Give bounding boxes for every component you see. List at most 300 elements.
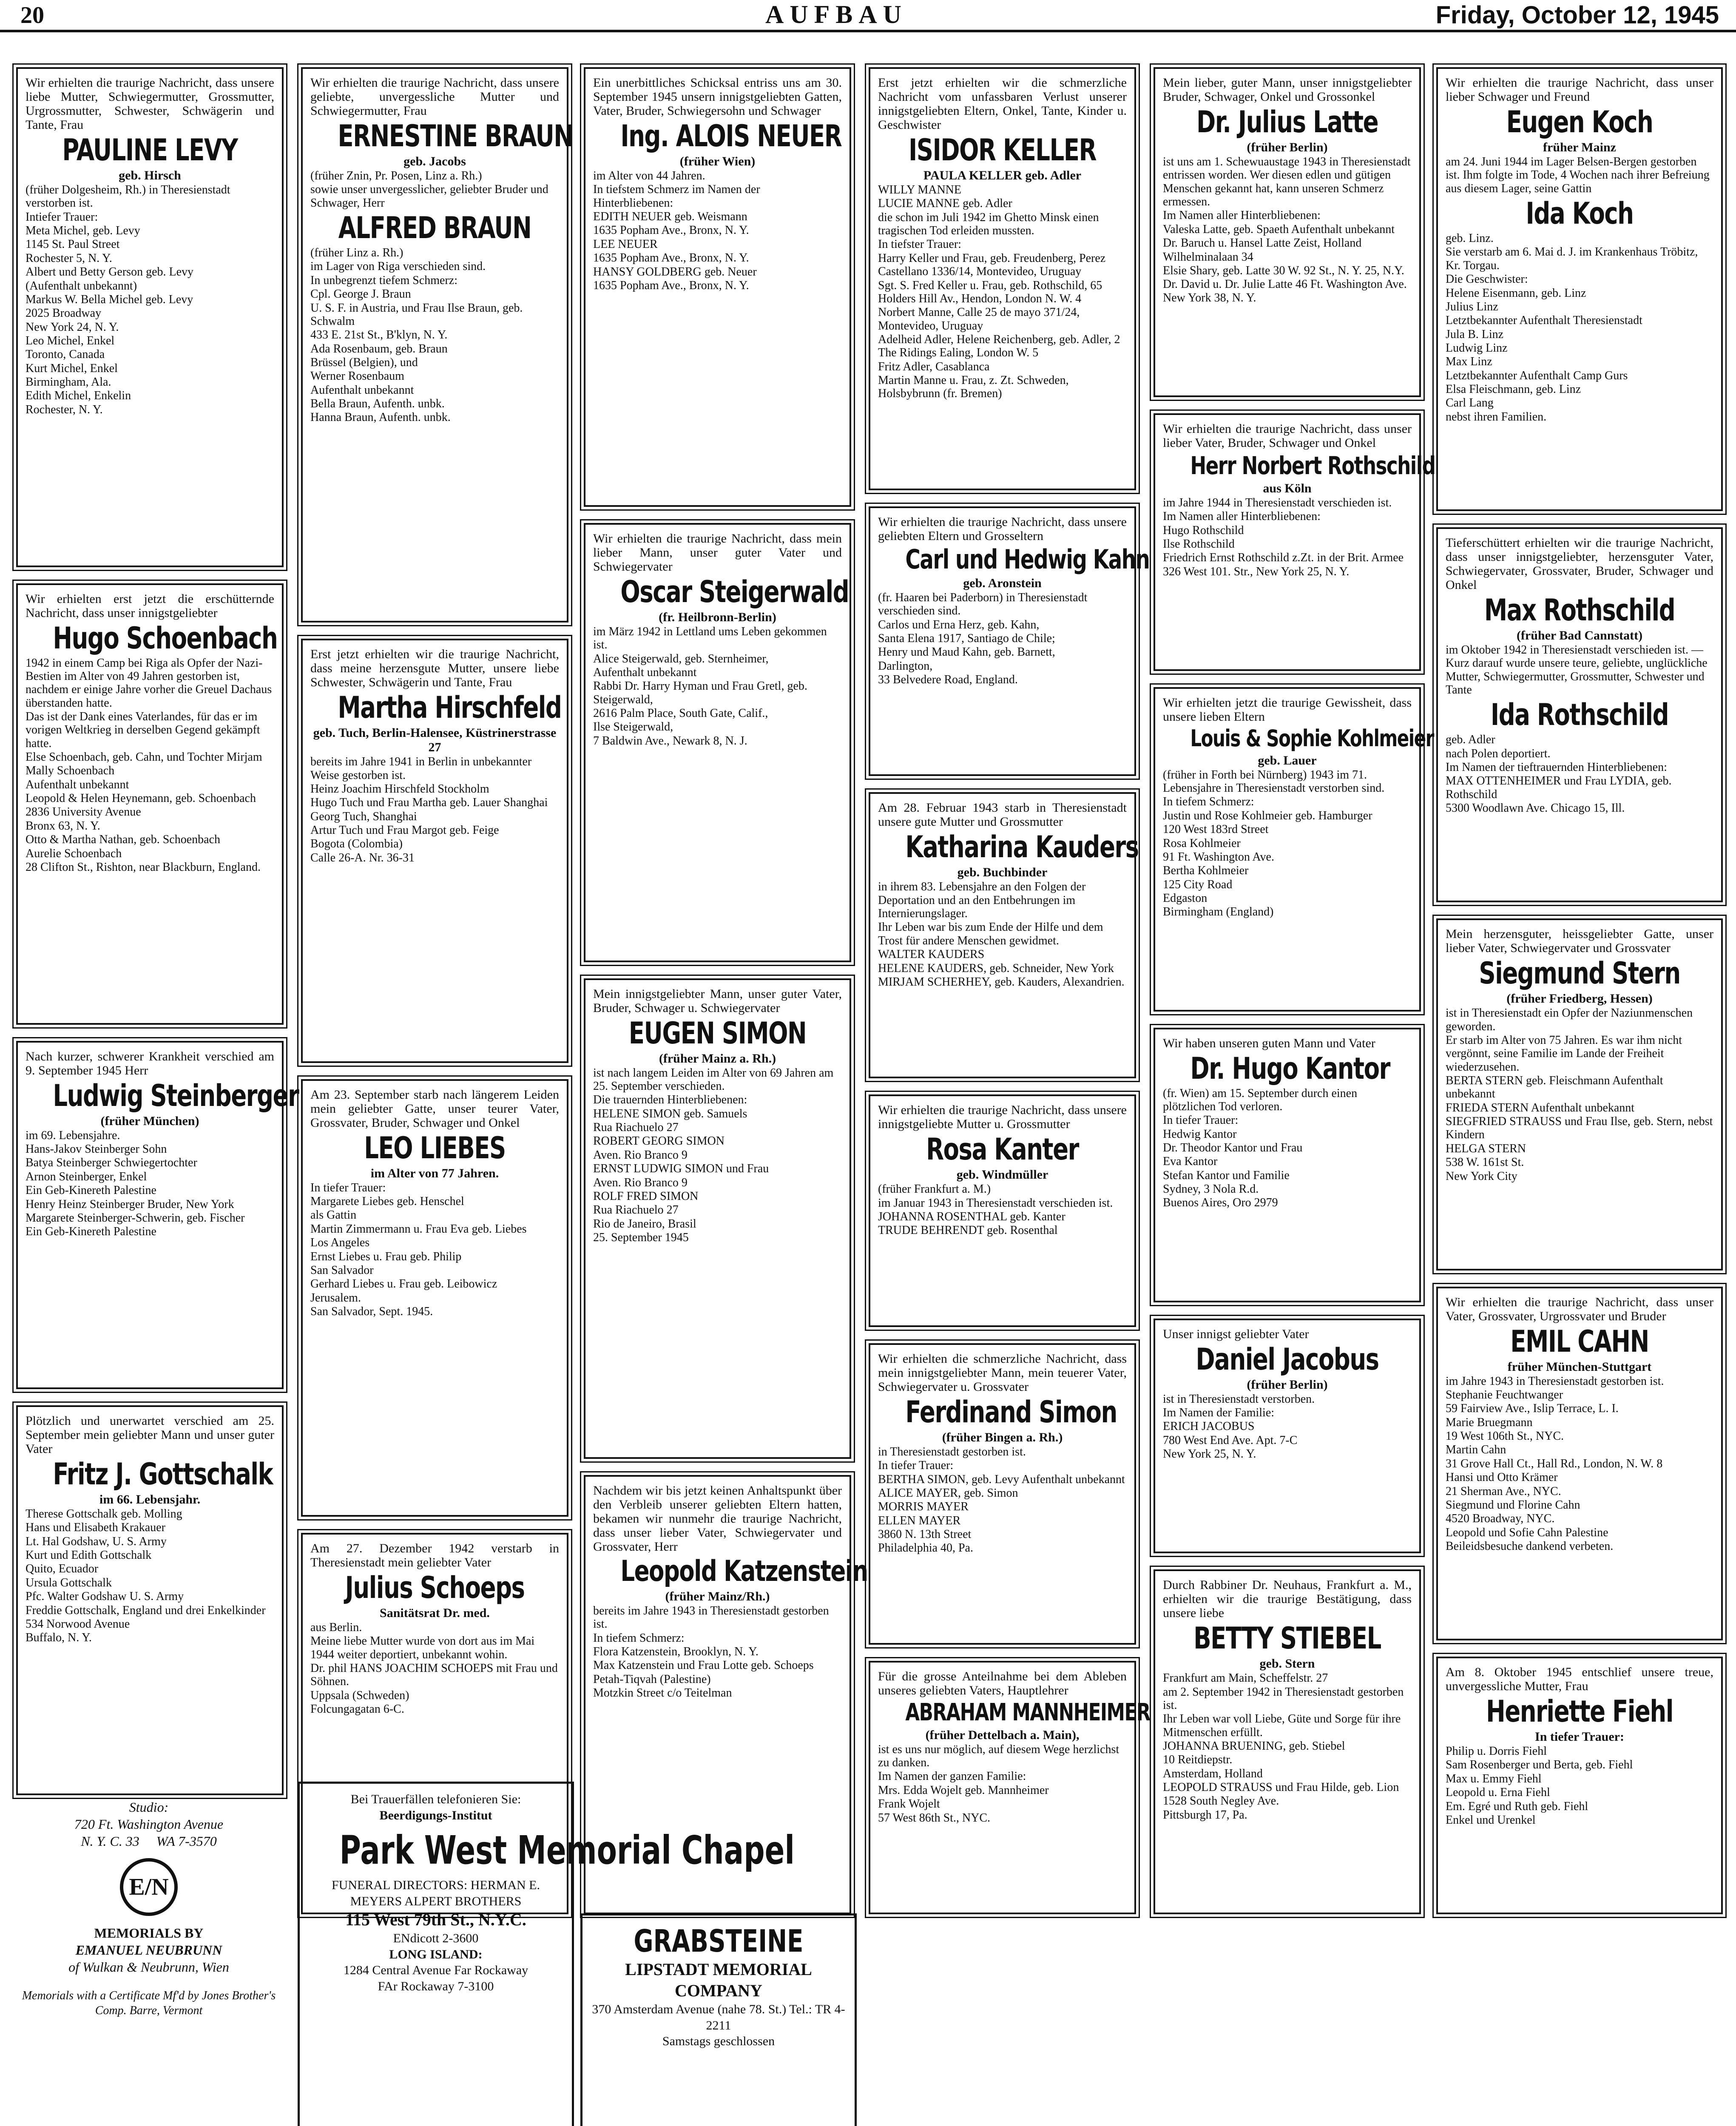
column-6 (1433, 64, 1726, 1918)
notice-subtitle: im 66. Lebensjahr. (99, 1492, 201, 1506)
notice-intro: Wir erhielten die schmerzliche Nachricht, dass mein innigstgeliebter Mann, mein teuerer Vater, Schwiegervater u. Grossvater (878, 1351, 1127, 1394)
notice-line: In tiefster Trauer: (878, 238, 961, 251)
notice-subtitle: (früher Berlin) (1247, 1377, 1328, 1392)
notice-line: Edith Michel, Enkelin (26, 389, 131, 403)
notice-line: Ilse Steigerwald, (593, 720, 673, 734)
notice-line: HELENE KAUDERS, geb. Schneider, New York (878, 961, 1114, 975)
notice-line: Ilse Rothschild (1163, 537, 1235, 551)
deceased-name: Ing. ALOIS NEUER (620, 119, 842, 153)
notice-intro: Wir erhielten die traurige Nachricht, dass unser lieber Vater, Bruder, Schwager und Onkel (1163, 421, 1412, 450)
notice-intro: Nach kurzer, schwerer Krankheit verschied am 9. September 1945 Herr (26, 1049, 274, 1077)
notice-line: Eva Kantor (1163, 1155, 1218, 1168)
notice-line: Harry Keller und Frau, geb. Freudenberg, Perez Castellano 1336/14, Montevideo, Uruguay (878, 251, 1106, 279)
notice-line: Petah-Tiqvah (Palestine) (593, 1672, 711, 1686)
notice-line: 25. September 1945 (593, 1231, 689, 1244)
notice-subtitle: (früher Bad Cannstatt) (1516, 628, 1643, 642)
notice-line: im 69. Lebensjahre. (26, 1128, 120, 1142)
notice-line: Das ist der Dank eines Vaterlandes, für das er im vorigen Weltkrieg in derselben Gegend gekämpft hatte. (26, 710, 260, 750)
deceased-name: Eugen Koch (1506, 105, 1653, 139)
notice-line: Carlos und Erna Herz, geb. Kahn, (878, 618, 1040, 631)
notice-line: Philadelphia 40, Pa. (878, 1541, 973, 1555)
notice-line: Arnon Steinberger, Enkel (26, 1170, 147, 1183)
deceased-name: Julius Schoeps (345, 1570, 525, 1605)
notice-intro: Am 27. Dezember 1942 verstarb in Theresienstadt mein geliebter Vater (310, 1541, 559, 1569)
obituary-notice (1436, 1287, 1723, 1640)
notice-intro: Mein innigstgeliebter Mann, unser guter Vater, Bruder, Schwager u. Schwiegervater (593, 986, 842, 1015)
notice-line: Uppsala (Schweden) (310, 1688, 409, 1702)
notice-line: New York 24, N. Y. (26, 320, 119, 334)
deceased-name: ABRAHAM MANNHEIMER (905, 1698, 1150, 1726)
notice-line: 534 Norwood Avenue (26, 1617, 130, 1631)
notice-line: Adelheid Adler, Helene Reichenberg, geb. Adler, 2 The Ridings Ealing, London W. 5 (878, 333, 1120, 360)
issue-date: Friday, October 12, 1945 (1435, 1, 1719, 29)
notice-line: Fritz Adler, Casablanca (878, 360, 990, 373)
notice-line: Valeska Latte, geb. Spaeth Aufenthalt unbekannt (1163, 222, 1395, 236)
deceased-name: Dr. Hugo Kantor (1190, 1051, 1390, 1086)
notice-line: FRIEDA STERN Aufenthalt unbekannt (1446, 1101, 1635, 1114)
notice-line: 5300 Woodlawn Ave. Chicago 15, Ill. (1446, 802, 1625, 815)
deceased-name: PAULINE LEVY (62, 133, 238, 168)
notice-line: Julius Linz (1446, 300, 1498, 313)
notice-line: 433 E. 21st St., B'klyn, N. Y. (310, 328, 448, 342)
notice-line: (früher Linz a. Rh.) (310, 246, 403, 260)
notice-line: Hedwig Kantor (1163, 1127, 1237, 1141)
notice-subtitle: geb. Windmüller (956, 1168, 1048, 1182)
notice-line: geb. Linz. (1446, 232, 1494, 245)
notice-line: LEE NEUER (593, 237, 658, 251)
notice-intro: Erst jetzt erhielten wir die schmerzliche Nachricht vom unfassbaren Verlust unserer innigstgeliebten Eltern, Onkel, Tante, Kinder u. Geschwister (878, 76, 1127, 132)
notice-intro: Wir haben unseren guten Mann und Vater (1163, 1036, 1375, 1050)
notice-line: Rio de Janeiro, Brasil (593, 1217, 696, 1231)
column-4 (865, 64, 1150, 1918)
notice-line: als Gattin (310, 1208, 357, 1222)
obituary-notice (869, 1343, 1136, 1645)
notice-subtitle: (früher Wien) (679, 154, 756, 168)
obituary-notice (584, 523, 851, 962)
studio-address: 720 Ft. Washington Avenue (74, 1816, 224, 1832)
notice-subtitle: (früher Mainz/Rh.) (665, 1589, 770, 1603)
notice-line: Ein Geb-Kinereth Palestine (26, 1184, 156, 1197)
notice-line: Dr. Baruch u. Hansel Latte Zeist, Holland (1163, 236, 1362, 250)
notice-line: HANSY GOLDBERG geb. Neuer (593, 265, 757, 279)
obituary-notice (1154, 413, 1435, 671)
notice-line: Bella Braun, Aufenth. unbk. (310, 397, 445, 411)
notice-line: Hanna Braun, Aufenth. unbk. (310, 411, 451, 424)
notice-line: Else Schoenbach, geb. Cahn, und Tochter Mirjam (26, 750, 262, 764)
notice-intro: Wir erhielten die traurige Nachricht, dass unsere geliebte, unvergessliche Mutter und Schwiegermutter, Frau (310, 76, 559, 118)
notice-line: Aven. Rio Branco 9 (593, 1176, 688, 1189)
notice-intro: Durch Rabbiner Dr. Neuhaus, Frankfurt a. M., erhielten wir die traurige Bestätigung, dass unsere liebe (1163, 1578, 1412, 1620)
notice-line: in ihrem 83. Lebensjahre an den Folgen der Deportation und an den Entbehrungen im Internierungslager. (878, 880, 1086, 921)
notice-intro: Tieferschüttert erhielten wir die traurige Nachricht, dass unser innigstgeliebter, herzensguter Vater, Schwiegervater, Grossvater, Bruder, Schwager und Onkel (1446, 535, 1713, 592)
deceased-name: Martha Hirschfeld (338, 690, 562, 725)
notice-line: Ursula Gottschalk (26, 1576, 112, 1589)
deceased-name: Herr Norbert Rothschild (1190, 451, 1435, 480)
notice-subtitle: (früher Bingen a. Rh.) (942, 1430, 1063, 1444)
notice-line: Martin Manne u. Frau, z. Zt. Schweden, Holsbybrunn (fr. Bremen) (878, 374, 1069, 401)
deceased-name: Katharina Kauders (905, 830, 1139, 865)
notice-line: Gerhard Liebes u. Frau geb. Leibowicz (310, 1277, 497, 1291)
page-header (0, 0, 1736, 32)
notice-line: Ada Rosenbaum, geb. Braun (310, 342, 448, 355)
notice-line: 10 Reitdiepstr. (1163, 1753, 1233, 1767)
notice-line: 4520 Broadway, NYC. (1446, 1512, 1555, 1526)
notice-line: Rua Riachuelo 27 (593, 1203, 679, 1217)
notice-line: Hugo Rothschild (1163, 523, 1244, 537)
notice-line: WALTER KAUDERS (878, 948, 985, 961)
notice-line: Batya Steinberger Schwiegertochter (26, 1156, 197, 1170)
notice-line: Max Katzenstein und Frau Lotte geb. Schoeps (593, 1659, 814, 1672)
notice-subtitle: PAULA KELLER geb. Adler (923, 168, 1082, 182)
obituary-notice (869, 1094, 1136, 1327)
notice-line: nebst ihren Familien. (1446, 410, 1547, 423)
notice-line: Helene Eisenmann, geb. Linz (1446, 286, 1586, 300)
notice-line: Heinz Joachim Hirschfeld Stockholm (310, 782, 489, 796)
deceased-name: Dr. Julius Latte (1196, 105, 1378, 139)
notice-line: MAX OTTENHEIMER und Frau LYDIA, geb. Rothschild (1446, 774, 1672, 801)
notice-line: Leopold u. Erna Fiehl (1446, 1786, 1550, 1799)
notice-line: Markus W. Bella Michel geb. Levy (26, 293, 193, 306)
notice-line: Dr. phil HANS JOACHIM SCHOEPS mit Frau und Söhnen. (310, 1661, 558, 1688)
notice-line: geb. Adler (1446, 733, 1495, 747)
notice-subtitle: früher Mainz (1543, 140, 1616, 154)
parkwest-li: LONG ISLAND: (389, 1947, 483, 1961)
notice-line: In tiefer Trauer: (310, 1181, 386, 1194)
notice-line: am 24. Juni 1944 im Lager Belsen-Bergen gestorben ist. Ihm folgte im Tode, 4 Wochen nach ihrer Befreiung aus diesem Lager, seine Gattin (1446, 155, 1710, 195)
notice-line: San Salvador (310, 1263, 374, 1277)
deceased-name: Daniel Jacobus (1196, 1342, 1379, 1377)
notice-line: Hansi und Otto Krämer (1446, 1471, 1558, 1484)
notice-line: Margarete Steinberger-Schwerin, geb. Fischer (26, 1211, 245, 1225)
notice-intro: Wir erhielten die traurige Nachricht, dass unser Vater, Grossvater, Urgrossvater und Bruder (1446, 1295, 1713, 1323)
obituary-notice (869, 67, 1136, 490)
notice-subtitle: geb. Buchbinder (957, 865, 1048, 880)
notice-intro: Unser innigst geliebter Vater (1163, 1327, 1309, 1341)
notice-line: Philip u. Dorris Fiehl (1446, 1745, 1547, 1758)
notice-subtitle: früher München-Stuttgart (1507, 1359, 1652, 1374)
parkwest-phone: ENdicott 2-3600 (393, 1931, 479, 1945)
notice-subtitle: (fr. Heilbronn-Berlin) (659, 610, 776, 624)
notice-line: Rabbi Dr. Harry Hyman und Frau Gretl, geb. Steigerwald, (593, 679, 807, 706)
notice-line: Er starb im Alter von 75 Jahren. Es war ihm nicht vergönnt, seine Familie im Lande der Freiheit wiederzusehen. (1446, 1033, 1682, 1074)
page-number: 20 (20, 2, 44, 28)
notice-intro: Ein unerbittliches Schicksal entriss uns am 30. September 1945 unsern innigstgeliebten Gatten, Vater, Bruder, Schwiegersohn und Schwager (593, 76, 842, 118)
notice-line: Im Namen aller Hinterbliebenen: (1163, 510, 1321, 523)
notice-line: 91 Ft. Washington Ave. (1163, 850, 1274, 864)
notice-line: Artur Tuch und Frau Margot geb. Feige (310, 824, 499, 837)
obituary-notice (1154, 1028, 1421, 1302)
notice-line: LUCIE MANNE geb. Adler (878, 197, 1012, 210)
notice-line: 7 Baldwin Ave., Newark 8, N. J. (593, 734, 747, 748)
notice-line: Carl Lang (1446, 396, 1494, 410)
notice-intro: Wir erhielten die traurige Nachricht, dass unser lieber Schwager und Freund (1446, 76, 1713, 104)
notice-line: Aufenthalt unbekannt (26, 778, 129, 791)
notice-line: New York City (1446, 1169, 1517, 1183)
obituary-notice (1436, 918, 1723, 1270)
notice-line: Elsie Shary, geb. Latte 30 W. 92 St., N. Y. 25, N.Y. (1163, 264, 1404, 277)
column-3 (580, 64, 868, 1918)
notice-line: Calle 26-A. Nr. 36-31 (310, 851, 415, 864)
notice-line: Otto & Martha Nathan, geb. Schoenbach (26, 833, 220, 847)
notice-line: Sydney, 3 Nola R.d. (1163, 1182, 1259, 1196)
notice-line: (Aufenthalt unbekannt) (26, 279, 137, 293)
notice-line: Sie verstarb am 6. Mai d. J. im Krankenhaus Tröbitz, Kr. Torgau. (1446, 245, 1698, 272)
notice-line: Martin Zimmermann u. Frau Eva geb. Liebes (310, 1222, 527, 1236)
deceased-name: Leopold Katzenstein (620, 1554, 868, 1588)
studio-maker: EMANUEL NEUBRUNN (75, 1942, 222, 1958)
notice-line: 1942 in einem Camp bei Riga als Opfer der Nazi-Bestien im Alter von 49 Jahren gestorben ist, nachdem er einige Jahre vorher die Greuel Dachaus überstanden hatte. (26, 656, 272, 710)
notice-line: Rochester 5, N. Y. (26, 251, 112, 265)
notice-line: Dr. Theodor Kantor und Frau (1163, 1141, 1303, 1154)
notice-line: Hans und Elisabeth Krakauer (26, 1521, 165, 1535)
notice-subtitle: (früher Dettelbach a. Main), (925, 1728, 1080, 1742)
notice-line: 1528 South Negley Ave. (1163, 1794, 1279, 1808)
studio-ad (13, 1799, 285, 2018)
obituary-notice (869, 506, 1150, 776)
notice-line: Hans-Jakov Steinberger Sohn (26, 1143, 167, 1156)
notice-line: Toronto, Canada (26, 348, 105, 361)
notice-line: Meine liebe Mutter wurde von dort aus im Mai 1944 weiter deportiert, unbekannt wohin. (310, 1634, 535, 1661)
notice-line: Jerusalem. (310, 1291, 361, 1305)
notice-line: Max u. Emmy Fiehl (1446, 1772, 1542, 1785)
notice-intro: Mein herzensguter, heissgeliebter Gatte, unser lieber Vater, Schwiegervater und Grossvater (1446, 927, 1713, 955)
notice-subtitle: geb. Stern (1259, 1657, 1315, 1671)
notice-line: Stephanie Feuchtwanger (1446, 1388, 1563, 1402)
notice-line: HELENE SIMON geb. Samuels (593, 1107, 747, 1120)
notice-line: Aven. Rio Branco 9 (593, 1148, 688, 1162)
notice-subtitle: (früher Mainz a. Rh.) (659, 1051, 776, 1066)
notice-line: Max Linz (1446, 355, 1492, 369)
notice-line: Henry und Maud Kahn, geb. Barnett, (878, 645, 1055, 659)
notice-line: Birmingham (England) (1163, 905, 1274, 919)
notice-subtitle: im Alter von 77 Jahren. (370, 1166, 499, 1180)
notice-line: SIEGFRIED STRAUSS und Frau Ilse, geb. Stern, nebst Kindern (1446, 1115, 1713, 1142)
notice-subtitle: geb. Aronstein (963, 576, 1042, 590)
deceased-name: LEO LIEBES (364, 1130, 506, 1165)
deceased-name: Fritz J. Gottschalk (53, 1457, 273, 1492)
notice-line: die schon im Juli 1942 im Ghetto Minsk einen tragischen Tod erleiden mussten. (878, 210, 1099, 238)
notice-intro: Wir erhielten jetzt die traurige Gewissheit, dass unsere lieben Eltern (1163, 695, 1412, 724)
notice-line: im Lager von Riga verschieden sind. (310, 260, 486, 273)
notice-line: 1145 St. Paul Street (26, 238, 120, 251)
notice-line: Motzkin Street c/o Teitelman (593, 1686, 732, 1700)
notice-line: BERTA STERN geb. Fleischmann Aufenthalt unbekannt (1446, 1074, 1663, 1101)
notice-line: Santa Elena 1917, Santiago de Chile; (878, 631, 1055, 645)
deceased-name: ERNESTINE BRAUN (338, 119, 573, 153)
obituary-notice (869, 792, 1139, 1078)
notice-line: Die trauernden Hinterbliebenen: (593, 1093, 747, 1107)
parkwest-li-phone: FAr Rockaway 7-3100 (378, 1979, 494, 1993)
notice-line: ROBERT GEORG SIMON (593, 1134, 725, 1148)
notice-subtitle: (früher Friedberg, Hessen) (1506, 992, 1653, 1006)
notice-intro: Mein lieber, guter Mann, unser innigstgeliebter Bruder, Schwager, Onkel und Grossonkel (1163, 76, 1412, 104)
notice-line: Ihr Leben war voll Liebe, Güte und Sorge für ihre Mitmenschen erfüllt. (1163, 1712, 1401, 1739)
obituary-notice (1154, 67, 1421, 397)
notice-intro: Für die grosse Anteilnahme bei dem Ableben unseres geliebten Vaters, Hauptlehrer (878, 1669, 1127, 1697)
notice-line: Pittsburgh 17, Pa. (1163, 1808, 1247, 1822)
notice-line: U. S. F. in Austria, und Frau Ilse Braun, geb. Schwalm (310, 301, 523, 328)
notice-line: Im Namen der tieftrauernden Hinterbliebenen: (1446, 761, 1667, 774)
deceased-name: Siegmund Stern (1479, 956, 1680, 991)
notice-line: Frankfurt am Main, Scheffelstr. 27 (1163, 1671, 1328, 1685)
notice-line: Letztbekannter Aufenthalt Theresienstadt (1446, 314, 1642, 327)
notice-line: HELGA STERN (1446, 1142, 1526, 1155)
notice-line: 326 West 101. Str., New York 25, N. Y. (1163, 565, 1350, 578)
notice-line: 59 Fairview Ave., Islip Terrace, L. I. (1446, 1402, 1619, 1415)
notice-line: WILLY MANNE (878, 183, 961, 196)
notice-line: 19 West 106th St., NYC. (1446, 1430, 1564, 1443)
notice-intro: Am 8. Oktober 1945 entschlief unsere treue, unvergessliche Mutter, Frau (1446, 1665, 1713, 1694)
notice-line: Aufenthalt unbekannt (593, 665, 697, 679)
notice-line: ERNST LUDWIG SIMON und Frau (593, 1162, 769, 1176)
notice-line: Folcungagatan 6-C. (310, 1703, 404, 1716)
notice-subtitle: (früher München) (100, 1114, 199, 1128)
notice-line: In tiefer Trauer: (1163, 1114, 1239, 1127)
notice-intro: Plötzlich und unerwartet verschied am 25. September mein geliebter Mann und unser guter Vater (26, 1414, 274, 1456)
deceased-name: Max Rothschild (1484, 592, 1675, 628)
notice-line: Wilhelminalaan 34 (1163, 250, 1253, 264)
notice-line: BERTHA SIMON, geb. Levy Aufenthalt unbekannt (878, 1472, 1125, 1486)
deceased-name: Ludwig Steinberger (53, 1078, 299, 1113)
notice-line: 1635 Popham Ave., Bronx, N. Y. (593, 279, 749, 292)
notice-line: EDITH NEUER geb. Weismann (593, 210, 747, 224)
notice-line: Ihr Leben war bis zum Ende der Hilfe und dem Trost für andere Menschen gewidmet. (878, 921, 1103, 947)
notice-line: MIRJAM SCHERHEY, geb. Kauders, Alexandrien. (878, 975, 1125, 989)
notice-intro: Wir erhielten die traurige Nachricht, dass mein lieber Mann, unser guter Vater und Schwiegervater (593, 531, 842, 574)
notice-line: aus Berlin. (310, 1620, 362, 1634)
obituary-notice (1436, 1657, 1723, 1914)
notice-line: In unbegrenzt tiefem Schmerz: (310, 273, 457, 287)
obituary-notice (1436, 67, 1723, 511)
notice-line: ALICE MAYER, geb. Simon (878, 1486, 1018, 1500)
deceased-name: EUGEN SIMON (628, 1015, 807, 1051)
notice-line: MORRIS MAYER (878, 1500, 969, 1514)
notice-line: Im Namen aller Hinterbliebenen: (1163, 209, 1321, 222)
obituary-notice (301, 67, 573, 622)
notice-line: 31 Grove Hall Ct., Hall Rd., London, N. W. 8 (1446, 1457, 1663, 1470)
notice-line: im Januar 1943 in Theresienstadt verschieden ist. (878, 1196, 1113, 1210)
obituary-notice (301, 1079, 568, 1517)
notice-subtitle: geb. Jacobs (403, 154, 466, 168)
notice-line: Aufenthalt unbekannt (310, 383, 414, 397)
notice-intro: Wir erhielten die traurige Nachricht, dass unsere geliebten Eltern und Grosseltern (878, 514, 1127, 543)
notice-line: ist uns am 1. Schewuaustage 1943 in Theresienstadt entrissen worden. Wer diesen edlen und gütigen Menschen gekannt hat, kann unseren Schmerz ermessen. (1163, 155, 1411, 209)
notice-line: Die Geschwister: (1446, 273, 1528, 286)
notice-subtitle: aus Köln (1263, 481, 1312, 495)
obituary-notice (1154, 687, 1434, 1012)
notice-line: 57 West 86th St., NYC. (878, 1811, 991, 1825)
notice-line: in Theresienstadt gestorben ist. (878, 1445, 1026, 1458)
notice-line: Margarete Liebes geb. Henschel (310, 1195, 464, 1208)
notice-line: Im Namen der ganzen Familie: (878, 1770, 1026, 1783)
notice-line: Jula B. Linz (1446, 327, 1504, 341)
notice-line: (fr. Haaren bei Paderborn) in Theresienstadt verschieden sind. (878, 591, 1088, 618)
notice-line: nach Polen deportiert. (1446, 747, 1551, 760)
notice-line: 780 West End Ave. Apt. 7-C (1163, 1433, 1298, 1447)
notice-subtitle: In tiefer Trauer: (1535, 1730, 1624, 1744)
grab-note: Samstags geschlossen (662, 2034, 775, 2048)
notice-line: 3860 N. 13th Street (878, 1527, 972, 1541)
notice-line: (früher in Forth bei Nürnberg) 1943 im 71. Lebensjahre in Theresienstadt verstorben sind. (1163, 768, 1385, 795)
notice-subtitle: geb. Lauer (1258, 753, 1317, 767)
deceased-name: Rosa Kanter (926, 1132, 1079, 1167)
notice-intro: Erst jetzt erhielten wir die traurige Nachricht, dass meine herzensgute Mutter, unsere liebe Schwester, Schwägerin und Tante, Frau (310, 647, 559, 690)
studio-title: Studio: (129, 1799, 169, 1815)
deceased-name-2: Ida Rothschild (1490, 697, 1669, 733)
notice-line: Lt. Hal Godshaw, U. S. Army (26, 1535, 167, 1548)
notice-line: Justin und Rose Kohlmeier geb. Hamburger (1163, 809, 1372, 822)
notice-line: Letztbekannter Aufenthalt Camp Gurs (1446, 369, 1628, 382)
notice-line: Beileidsbesuche dankend verbeten. (1446, 1539, 1614, 1553)
notice-subtitle: (früher Berlin) (1247, 140, 1328, 154)
notice-line: 28 Clifton St., Rishton, near Blackburn, England. (26, 860, 261, 874)
deceased-name: Oscar Steigerwald (620, 574, 849, 609)
notice-line: Bronx 63, N. Y. (26, 819, 100, 833)
notice-line: sowie unser unvergesslicher, geliebter Bruder und Schwager, Herr (310, 183, 548, 210)
studio-city: N. Y. C. 33 (81, 1833, 139, 1849)
notice-line: Mrs. Edda Wojelt geb. Mannheimer (878, 1783, 1049, 1797)
notice-line: LEOPOLD STRAUSS und Frau Hilde, geb. Lion (1163, 1781, 1399, 1794)
grab-company: LIPSTADT MEMORIAL COMPANY (625, 1960, 812, 2000)
notice-line: Leopold und Sofie Cahn Palestine (1446, 1526, 1608, 1539)
notice-line: Ein Geb-Kinereth Palestine (26, 1225, 156, 1239)
notice-line: In tiefem Schmerz: (1163, 795, 1254, 809)
obituary-notice (16, 1405, 284, 1795)
notice-line: Albert und Betty Gerson geb. Levy (26, 265, 194, 279)
notice-line: Kurt und Edith Gottschalk (26, 1549, 152, 1562)
notice-line: 1635 Popham Ave., Bronx, N. Y. (593, 224, 749, 237)
notice-line: Edgaston (1163, 892, 1208, 905)
notice-line: 2025 Broadway (26, 307, 102, 320)
notice-line: Darlington, (878, 659, 933, 673)
notice-line: Birmingham, Ala. (26, 375, 111, 389)
deceased-name: Hugo Schoenbach (53, 620, 278, 656)
notice-line: Kurt Michel, Enkel (26, 361, 118, 375)
notice-line: In tiefstem Schmerz im Namen der Hinterbliebenen: (593, 183, 760, 210)
parkwest-directors: FUNERAL DIRECTORS: HERMAN E. MEYERS ALPERT BROTHERS (331, 1878, 540, 1908)
notice-line: Sgt. S. Fred Keller u. Frau, geb. Rothschild, 65 Holders Hill Av., Hendon, London N. W. 4 (878, 279, 1102, 305)
notice-line: In tiefer Trauer: (878, 1459, 954, 1472)
notice-line: Ernst Liebes u. Frau geb. Philip (310, 1250, 462, 1263)
column-5 (1150, 64, 1435, 1918)
notice-subtitle: geb. Tuch, Berlin-Halensee, Küstrinerstrasse 27 (313, 726, 557, 755)
notice-line: Amsterdam, Holland (1163, 1767, 1263, 1780)
notice-line: Leo Michel, Enkel (26, 334, 115, 347)
notice-line: Flora Katzenstein, Brooklyn, N. Y. (593, 1645, 759, 1658)
studio-memorials: MEMORIALS BY (94, 1925, 204, 1941)
notice-line: (früher Znin, Pr. Posen, Linz a. Rh.) (310, 169, 482, 182)
notice-intro: Wir erhielten die traurige Nachricht, dass unsere liebe Mutter, Schwiegermutter, Grossmutter, Urgrossmutter, Schwester, Schwägerin und Tante, Frau (26, 76, 274, 132)
deceased-name-2: ALFRED BRAUN (338, 210, 531, 246)
obituary-notice (1154, 1569, 1421, 1914)
grab-title: GRABSTEINE (634, 1923, 804, 1959)
notice-line: Buffalo, N. Y. (26, 1631, 92, 1645)
notice-line: bereits im Jahre 1941 in Berlin in unbekannter Weise gestorben ist. (310, 755, 532, 782)
notice-line: ROLF FRED SIMON (593, 1189, 699, 1203)
notice-line: In tiefem Schmerz: (593, 1631, 685, 1645)
notice-subtitle: Sanitätsrat Dr. med. (380, 1606, 490, 1620)
obituary-notice (584, 978, 851, 1459)
notice-line: Georg Tuch, Shanghai (310, 810, 417, 823)
notice-line: Brüssel (Belgien), und (310, 355, 418, 369)
notice-line: JOHANNA ROSENTHAL geb. Kanter (878, 1210, 1065, 1224)
notice-intro: Wir erhielten die traurige Nachricht, dass unsere innigstgeliebte Mutter u. Grossmutter (878, 1103, 1127, 1131)
notice-line: Frank Wojelt (878, 1797, 940, 1811)
masthead: AUFBAU (765, 0, 907, 28)
notice-line: ist in Theresienstadt ein Opfer der Naziunmenschen geworden. (1446, 1006, 1693, 1033)
notice-subtitle: geb. Hirsch (119, 168, 181, 182)
notice-line: Stefan Kantor und Familie (1163, 1168, 1290, 1182)
